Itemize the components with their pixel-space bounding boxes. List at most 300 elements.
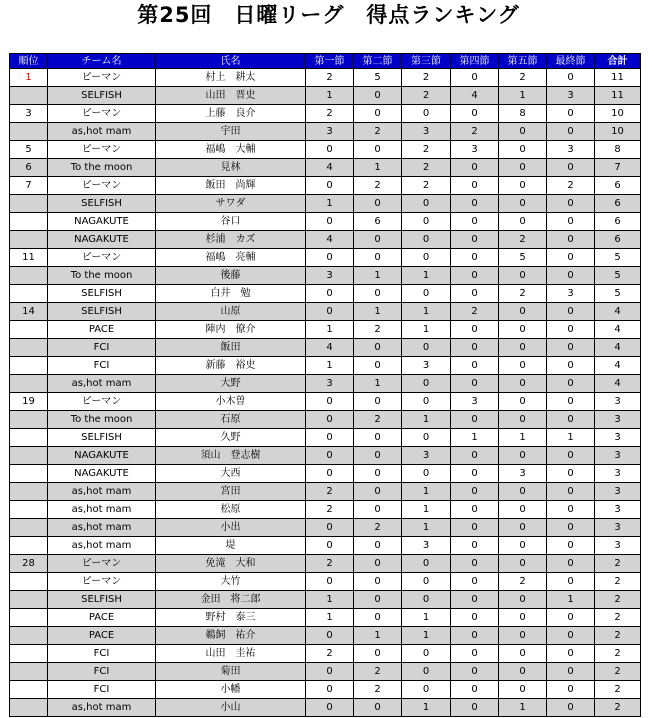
- player-name-cell: 谷口: [156, 213, 306, 231]
- table-row: [10, 663, 641, 681]
- col-header-rank: 順位: [10, 54, 48, 69]
- section-4-cell: 0: [451, 195, 499, 213]
- section-4-cell: 0: [451, 573, 499, 591]
- team-cell: SELFISH: [48, 285, 156, 303]
- section-3-cell: 1: [402, 699, 451, 717]
- section-2-cell: 0: [354, 393, 402, 411]
- section-4-cell: 0: [451, 375, 499, 393]
- section-1-cell: 1: [306, 321, 354, 339]
- total-cell: 4: [595, 339, 641, 357]
- section-2-cell: 0: [354, 357, 402, 375]
- section-4-cell: 4: [451, 87, 499, 105]
- table-row: [10, 105, 641, 123]
- section-1-cell: 4: [306, 339, 354, 357]
- section-2-cell: 6: [354, 213, 402, 231]
- table-row: [10, 267, 641, 285]
- final-section-cell: 1: [547, 429, 595, 447]
- section-5-cell: 0: [499, 123, 547, 141]
- section-2-cell: 0: [354, 501, 402, 519]
- rank-cell: [10, 339, 48, 357]
- total-cell: 7: [595, 159, 641, 177]
- section-1-cell: 2: [306, 645, 354, 663]
- final-section-cell: 1: [547, 591, 595, 609]
- team-cell: SELFISH: [48, 195, 156, 213]
- col-header-section-3: 第三節: [402, 54, 451, 69]
- section-1-cell: 0: [306, 141, 354, 159]
- section-3-cell: 1: [402, 267, 451, 285]
- player-name-cell: 松原: [156, 501, 306, 519]
- section-1-cell: 0: [306, 465, 354, 483]
- player-name-cell: 須山 登志樹: [156, 447, 306, 465]
- rank-cell: 3: [10, 105, 48, 123]
- rank-cell: [10, 411, 48, 429]
- player-name-cell: 石原: [156, 411, 306, 429]
- player-name-cell: 堤: [156, 537, 306, 555]
- section-1-cell: 0: [306, 519, 354, 537]
- section-3-cell: 1: [402, 519, 451, 537]
- rank-cell: 6: [10, 159, 48, 177]
- total-cell: 3: [595, 519, 641, 537]
- section-3-cell: 1: [402, 501, 451, 519]
- rank-cell: [10, 645, 48, 663]
- table-row: [10, 681, 641, 699]
- table-row: [10, 465, 641, 483]
- ranking-body: [10, 69, 641, 717]
- section-3-cell: 1: [402, 609, 451, 627]
- team-cell: To the moon: [48, 159, 156, 177]
- total-cell: 3: [595, 393, 641, 411]
- section-1-cell: 3: [306, 267, 354, 285]
- section-1-cell: 0: [306, 177, 354, 195]
- section-1-cell: 2: [306, 105, 354, 123]
- section-1-cell: 0: [306, 627, 354, 645]
- section-4-cell: 0: [451, 105, 499, 123]
- section-1-cell: 0: [306, 393, 354, 411]
- section-4-cell: 0: [451, 357, 499, 375]
- section-5-cell: 0: [499, 555, 547, 573]
- player-name-cell: 白井 勉: [156, 285, 306, 303]
- team-cell: NAGAKUTE: [48, 465, 156, 483]
- total-cell: 6: [595, 213, 641, 231]
- rank-cell: [10, 375, 48, 393]
- section-4-cell: 0: [451, 285, 499, 303]
- team-cell: ピーマン: [48, 249, 156, 267]
- section-1-cell: 0: [306, 447, 354, 465]
- table-row: [10, 177, 641, 195]
- team-cell: as,hot mam: [48, 483, 156, 501]
- total-cell: 2: [595, 645, 641, 663]
- section-3-cell: 2: [402, 177, 451, 195]
- section-4-cell: 2: [451, 303, 499, 321]
- table-row: [10, 645, 641, 663]
- section-4-cell: 0: [451, 519, 499, 537]
- total-cell: 3: [595, 411, 641, 429]
- section-4-cell: 0: [451, 69, 499, 87]
- section-2-cell: 1: [354, 375, 402, 393]
- section-4-cell: 0: [451, 465, 499, 483]
- total-cell: 3: [595, 429, 641, 447]
- rank-cell: [10, 429, 48, 447]
- col-header-final-section: 最終節: [547, 54, 595, 69]
- section-5-cell: 2: [499, 285, 547, 303]
- section-1-cell: 3: [306, 375, 354, 393]
- section-2-cell: 0: [354, 429, 402, 447]
- total-cell: 10: [595, 123, 641, 141]
- table-row: [10, 519, 641, 537]
- table-row: [10, 231, 641, 249]
- section-3-cell: 2: [402, 69, 451, 87]
- section-2-cell: 0: [354, 537, 402, 555]
- table-row: [10, 627, 641, 645]
- final-section-cell: 2: [547, 177, 595, 195]
- table-row: [10, 573, 641, 591]
- team-cell: as,hot mam: [48, 123, 156, 141]
- section-2-cell: 0: [354, 231, 402, 249]
- player-name-cell: 金田 将二郎: [156, 591, 306, 609]
- section-5-cell: 0: [499, 393, 547, 411]
- player-name-cell: 福嶋 大輔: [156, 141, 306, 159]
- final-section-cell: 0: [547, 699, 595, 717]
- section-2-cell: 2: [354, 681, 402, 699]
- section-1-cell: 2: [306, 555, 354, 573]
- total-cell: 11: [595, 87, 641, 105]
- section-3-cell: 0: [402, 681, 451, 699]
- final-section-cell: 0: [547, 321, 595, 339]
- section-3-cell: 3: [402, 357, 451, 375]
- section-3-cell: 0: [402, 285, 451, 303]
- section-5-cell: 0: [499, 663, 547, 681]
- final-section-cell: 0: [547, 123, 595, 141]
- section-4-cell: 0: [451, 609, 499, 627]
- final-section-cell: 0: [547, 249, 595, 267]
- rank-cell: [10, 699, 48, 717]
- total-cell: 3: [595, 447, 641, 465]
- total-cell: 3: [595, 483, 641, 501]
- team-cell: FCI: [48, 645, 156, 663]
- total-cell: 4: [595, 375, 641, 393]
- table-row: [10, 483, 641, 501]
- section-2-cell: 0: [354, 249, 402, 267]
- player-name-cell: サワダ: [156, 195, 306, 213]
- section-4-cell: 0: [451, 645, 499, 663]
- player-name-cell: 免滝 大和: [156, 555, 306, 573]
- section-2-cell: 5: [354, 69, 402, 87]
- total-cell: 2: [595, 609, 641, 627]
- player-name-cell: 宇田: [156, 123, 306, 141]
- section-4-cell: 0: [451, 627, 499, 645]
- table-header-row: [10, 54, 641, 69]
- table-row: [10, 69, 641, 87]
- team-cell: ピーマン: [48, 105, 156, 123]
- rank-cell: 1: [10, 69, 48, 87]
- section-5-cell: 0: [499, 501, 547, 519]
- rank-cell: [10, 591, 48, 609]
- player-name-cell: 飯田 尚輝: [156, 177, 306, 195]
- section-2-cell: 2: [354, 663, 402, 681]
- section-5-cell: 1: [499, 699, 547, 717]
- section-1-cell: 2: [306, 69, 354, 87]
- col-header-section-1: 第一節: [306, 54, 354, 69]
- total-cell: 4: [595, 357, 641, 375]
- player-name-cell: 山田 圭祐: [156, 645, 306, 663]
- section-1-cell: 4: [306, 231, 354, 249]
- player-name-cell: 小出: [156, 519, 306, 537]
- section-2-cell: 0: [354, 195, 402, 213]
- total-cell: 2: [595, 663, 641, 681]
- table-row: [10, 123, 641, 141]
- rank-cell: [10, 231, 48, 249]
- section-5-cell: 0: [499, 681, 547, 699]
- section-5-cell: 0: [499, 267, 547, 285]
- player-name-cell: 菊田: [156, 663, 306, 681]
- section-4-cell: 0: [451, 681, 499, 699]
- player-name-cell: 福嶋 亮輔: [156, 249, 306, 267]
- rank-cell: 28: [10, 555, 48, 573]
- section-2-cell: 2: [354, 321, 402, 339]
- team-cell: as,hot mam: [48, 699, 156, 717]
- team-cell: ピーマン: [48, 177, 156, 195]
- section-1-cell: 0: [306, 681, 354, 699]
- player-name-cell: 山田 晋史: [156, 87, 306, 105]
- final-section-cell: 0: [547, 627, 595, 645]
- rank-cell: [10, 285, 48, 303]
- rank-cell: [10, 465, 48, 483]
- player-name-cell: 後藤: [156, 267, 306, 285]
- section-3-cell: 0: [402, 429, 451, 447]
- section-5-cell: 1: [499, 429, 547, 447]
- total-cell: 11: [595, 69, 641, 87]
- section-4-cell: 1: [451, 429, 499, 447]
- total-cell: 2: [595, 627, 641, 645]
- ranking-table: [9, 53, 641, 717]
- section-1-cell: 2: [306, 501, 354, 519]
- final-section-cell: 0: [547, 483, 595, 501]
- section-2-cell: 0: [354, 87, 402, 105]
- final-section-cell: 0: [547, 213, 595, 231]
- section-4-cell: 0: [451, 501, 499, 519]
- player-name-cell: 大野: [156, 375, 306, 393]
- table-row: [10, 87, 641, 105]
- player-name-cell: 野村 泰三: [156, 609, 306, 627]
- final-section-cell: 0: [547, 573, 595, 591]
- player-name-cell: 大西: [156, 465, 306, 483]
- section-4-cell: 0: [451, 555, 499, 573]
- team-cell: as,hot mam: [48, 519, 156, 537]
- table-row: [10, 411, 641, 429]
- team-cell: PACE: [48, 321, 156, 339]
- section-4-cell: 0: [451, 537, 499, 555]
- section-2-cell: 1: [354, 303, 402, 321]
- rank-cell: 14: [10, 303, 48, 321]
- col-header-section-2: 第二節: [354, 54, 402, 69]
- total-cell: 5: [595, 267, 641, 285]
- section-3-cell: 3: [402, 123, 451, 141]
- section-3-cell: 1: [402, 627, 451, 645]
- total-cell: 5: [595, 249, 641, 267]
- section-4-cell: 0: [451, 231, 499, 249]
- section-5-cell: 0: [499, 537, 547, 555]
- section-3-cell: 2: [402, 141, 451, 159]
- table-row: [10, 141, 641, 159]
- player-name-cell: 鵜飼 祐介: [156, 627, 306, 645]
- section-3-cell: 1: [402, 411, 451, 429]
- section-1-cell: 4: [306, 159, 354, 177]
- team-cell: FCI: [48, 357, 156, 375]
- team-cell: ピーマン: [48, 141, 156, 159]
- section-4-cell: 0: [451, 591, 499, 609]
- section-2-cell: 1: [354, 267, 402, 285]
- section-3-cell: 1: [402, 303, 451, 321]
- section-3-cell: 0: [402, 231, 451, 249]
- section-1-cell: 1: [306, 195, 354, 213]
- team-cell: NAGAKUTE: [48, 231, 156, 249]
- section-5-cell: 0: [499, 177, 547, 195]
- total-cell: 6: [595, 195, 641, 213]
- section-1-cell: 0: [306, 213, 354, 231]
- team-cell: as,hot mam: [48, 501, 156, 519]
- section-5-cell: 0: [499, 303, 547, 321]
- team-cell: FCI: [48, 681, 156, 699]
- player-name-cell: 久野: [156, 429, 306, 447]
- player-name-cell: 杉浦 カズ: [156, 231, 306, 249]
- section-2-cell: 2: [354, 177, 402, 195]
- total-cell: 2: [595, 573, 641, 591]
- rank-cell: [10, 573, 48, 591]
- section-5-cell: 0: [499, 483, 547, 501]
- final-section-cell: 0: [547, 357, 595, 375]
- section-5-cell: 5: [499, 249, 547, 267]
- section-1-cell: 2: [306, 483, 354, 501]
- section-1-cell: 0: [306, 663, 354, 681]
- section-2-cell: 0: [354, 699, 402, 717]
- table-row: [10, 303, 641, 321]
- section-3-cell: 0: [402, 645, 451, 663]
- section-5-cell: 0: [499, 591, 547, 609]
- player-name-cell: 見林: [156, 159, 306, 177]
- section-3-cell: 0: [402, 393, 451, 411]
- table-row: [10, 195, 641, 213]
- final-section-cell: 0: [547, 105, 595, 123]
- section-3-cell: 1: [402, 321, 451, 339]
- rank-cell: [10, 357, 48, 375]
- table-row: [10, 447, 641, 465]
- section-5-cell: 0: [499, 213, 547, 231]
- final-section-cell: 0: [547, 375, 595, 393]
- total-cell: 6: [595, 231, 641, 249]
- team-cell: SELFISH: [48, 303, 156, 321]
- section-3-cell: 0: [402, 555, 451, 573]
- section-1-cell: 0: [306, 537, 354, 555]
- section-1-cell: 0: [306, 699, 354, 717]
- section-5-cell: 0: [499, 141, 547, 159]
- final-section-cell: 0: [547, 447, 595, 465]
- section-5-cell: 0: [499, 375, 547, 393]
- section-4-cell: 3: [451, 141, 499, 159]
- final-section-cell: 3: [547, 285, 595, 303]
- section-5-cell: 0: [499, 447, 547, 465]
- final-section-cell: 0: [547, 69, 595, 87]
- rank-cell: [10, 195, 48, 213]
- table-row: [10, 591, 641, 609]
- section-4-cell: 0: [451, 411, 499, 429]
- table-row: [10, 699, 641, 717]
- section-1-cell: 0: [306, 249, 354, 267]
- section-4-cell: 0: [451, 267, 499, 285]
- player-name-cell: 大竹: [156, 573, 306, 591]
- table-row: [10, 375, 641, 393]
- rank-cell: [10, 501, 48, 519]
- player-name-cell: 新藤 裕史: [156, 357, 306, 375]
- rank-cell: 5: [10, 141, 48, 159]
- section-4-cell: 0: [451, 699, 499, 717]
- table-row: [10, 249, 641, 267]
- team-cell: as,hot mam: [48, 537, 156, 555]
- section-5-cell: 0: [499, 195, 547, 213]
- final-section-cell: 0: [547, 555, 595, 573]
- section-4-cell: 0: [451, 663, 499, 681]
- total-cell: 3: [595, 501, 641, 519]
- page-title: 第25回 日曜リーグ 得点ランキング: [137, 3, 520, 27]
- team-cell: To the moon: [48, 267, 156, 285]
- total-cell: 2: [595, 591, 641, 609]
- table-row: [10, 429, 641, 447]
- section-2-cell: 0: [354, 285, 402, 303]
- section-3-cell: 0: [402, 663, 451, 681]
- section-4-cell: 0: [451, 177, 499, 195]
- total-cell: 4: [595, 321, 641, 339]
- section-3-cell: 0: [402, 465, 451, 483]
- rank-cell: 19: [10, 393, 48, 411]
- team-cell: PACE: [48, 627, 156, 645]
- section-2-cell: 0: [354, 105, 402, 123]
- rank-cell: [10, 627, 48, 645]
- section-5-cell: 2: [499, 573, 547, 591]
- final-section-cell: 0: [547, 609, 595, 627]
- player-name-cell: 宮田: [156, 483, 306, 501]
- table-row: [10, 555, 641, 573]
- section-3-cell: 2: [402, 87, 451, 105]
- section-4-cell: 0: [451, 483, 499, 501]
- section-2-cell: 0: [354, 483, 402, 501]
- section-5-cell: 0: [499, 357, 547, 375]
- table-row: [10, 285, 641, 303]
- section-2-cell: 0: [354, 591, 402, 609]
- team-cell: ピーマン: [48, 555, 156, 573]
- section-2-cell: 2: [354, 123, 402, 141]
- section-3-cell: 0: [402, 591, 451, 609]
- section-2-cell: 0: [354, 465, 402, 483]
- total-cell: 2: [595, 555, 641, 573]
- table-row: [10, 321, 641, 339]
- final-section-cell: 0: [547, 393, 595, 411]
- section-3-cell: 3: [402, 537, 451, 555]
- team-cell: To the moon: [48, 411, 156, 429]
- team-cell: ピーマン: [48, 69, 156, 87]
- section-3-cell: 1: [402, 483, 451, 501]
- final-section-cell: 0: [547, 267, 595, 285]
- team-cell: FCI: [48, 339, 156, 357]
- section-4-cell: 0: [451, 249, 499, 267]
- section-5-cell: 1: [499, 87, 547, 105]
- section-1-cell: 1: [306, 357, 354, 375]
- section-2-cell: 2: [354, 411, 402, 429]
- rank-cell: [10, 537, 48, 555]
- section-3-cell: 0: [402, 339, 451, 357]
- rank-cell: 7: [10, 177, 48, 195]
- section-1-cell: 0: [306, 285, 354, 303]
- rank-cell: [10, 213, 48, 231]
- total-cell: 5: [595, 285, 641, 303]
